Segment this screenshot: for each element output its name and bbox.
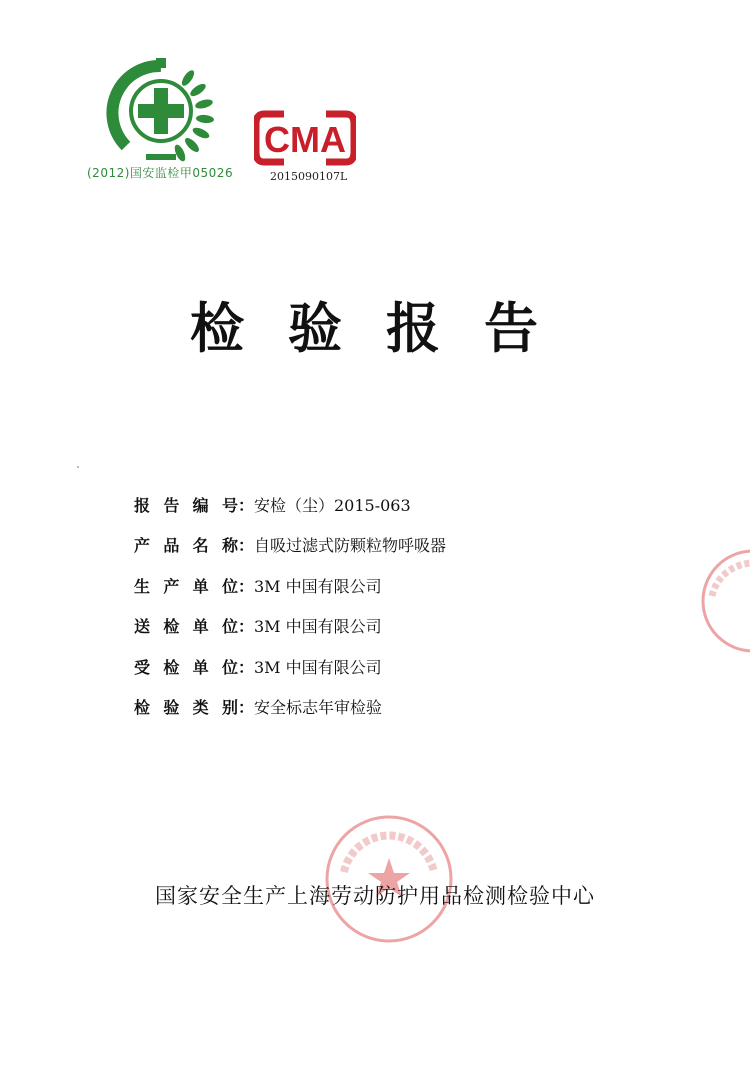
field-report-number bbox=[134, 484, 446, 525]
field-label: 报 告 编 号 bbox=[134, 495, 238, 515]
field-inspection-type bbox=[134, 687, 446, 728]
field-label: 受 检 单 位 bbox=[134, 657, 238, 677]
field-value: 3M 中国有限公司 bbox=[254, 576, 382, 596]
field-manufacturer bbox=[134, 565, 446, 606]
report-info-fields bbox=[134, 484, 446, 727]
field-label: 生 产 单 位 bbox=[134, 576, 238, 596]
field-separator: ： bbox=[238, 495, 255, 515]
field-separator: ： bbox=[238, 657, 255, 677]
field-separator: ： bbox=[238, 698, 255, 718]
field-label: 检 验 类 别 bbox=[134, 698, 238, 718]
field-separator: ： bbox=[238, 536, 255, 556]
report-title: 检验报告 bbox=[190, 297, 582, 360]
partial-seal-stamp bbox=[698, 546, 750, 656]
field-separator: ： bbox=[238, 576, 255, 596]
field-value: 3M 中国有限公司 bbox=[254, 657, 382, 677]
field-product-name bbox=[134, 525, 446, 566]
safety-mark-caption: (2012)国安监检甲05026 bbox=[87, 166, 234, 180]
cma-logo-text: CMA bbox=[264, 119, 346, 160]
cma-caption: 2015090107L bbox=[270, 170, 348, 183]
field-label: 产 品 名 称 bbox=[134, 536, 238, 556]
cma-logo bbox=[254, 110, 356, 166]
field-value: 3M 中国有限公司 bbox=[254, 617, 382, 637]
field-inspected-unit bbox=[134, 646, 446, 687]
field-separator: ： bbox=[238, 617, 255, 637]
safety-certification-logo bbox=[106, 58, 216, 168]
field-submitter bbox=[134, 606, 446, 647]
field-value: 自吸过滤式防颗粒物呼吸器 bbox=[254, 536, 447, 556]
field-value: 安全标志年审检验 bbox=[254, 698, 383, 718]
issuing-organization: 国家安全生产上海劳动防护用品检测检验中心 bbox=[155, 884, 595, 908]
scan-speck bbox=[77, 466, 79, 468]
field-label: 送 检 单 位 bbox=[134, 617, 238, 637]
field-value: 安检（尘）2015-063 bbox=[254, 495, 411, 515]
official-seal-stamp bbox=[322, 812, 456, 946]
